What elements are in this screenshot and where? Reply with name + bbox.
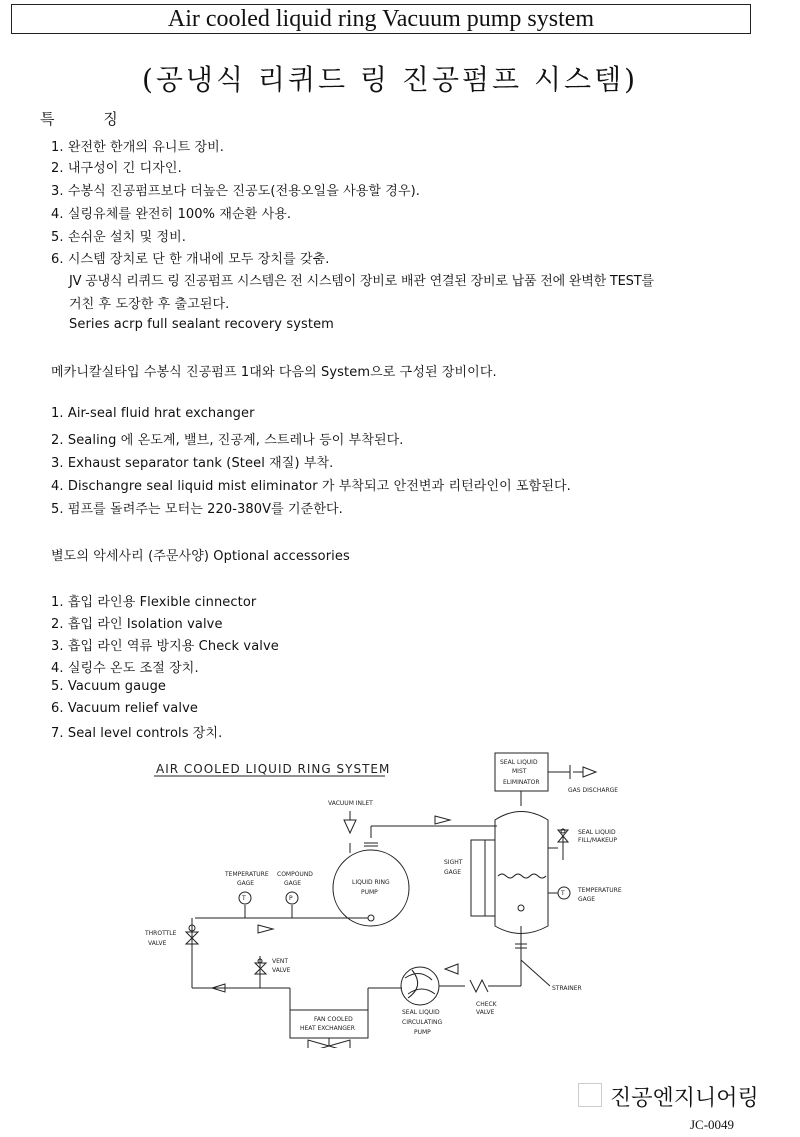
label-mist-eliminator: ELIMINATOR (503, 779, 540, 786)
accessory-item: 4. 실링수 온도 조절 장치. (51, 661, 199, 676)
feature-paragraph-line: JV 공냉식 리퀴드 링 진공펌프 시스템은 전 시스템이 장비로 배관 연결된 장비로 납품 전에 완벽한 TEST를 (69, 274, 654, 289)
gauge-letter-p: P (289, 895, 293, 902)
label-circulating-pump: CIRCULATING (402, 1019, 443, 1026)
label-vent-valve: VENT (272, 958, 289, 965)
sight-gage (471, 840, 485, 916)
composition-intro: 메카니칼실타입 수봉식 진공펌프 1대와 다음의 System으로 구성된 장비이다. (51, 365, 497, 380)
series-line: Series acrp full sealant recovery system (69, 317, 334, 332)
accessory-item: 5. Vacuum gauge (51, 679, 167, 694)
gauge-letter-t: T (561, 890, 565, 897)
label-heat-exchanger: HEAT EXCHANGER (300, 1025, 355, 1032)
features-heading: 특 징 (40, 110, 140, 128)
label-compound-gage: COMPOUND (277, 871, 313, 878)
feature-item: 1. 완전한 한개의 유니트 장비. (51, 140, 225, 155)
composition-item: 1. Air-seal fluid hrat exchanger (51, 406, 255, 421)
label-gas-discharge: GAS DISCHARGE (568, 787, 619, 794)
label-circulating-pump: PUMP (414, 1029, 431, 1036)
company-logo (578, 1083, 602, 1107)
gauge-letter-t: T (242, 895, 246, 902)
label-heat-exchanger: FAN COOLED (314, 1016, 353, 1023)
label-temperature-gage-right: TEMPERATURE (578, 887, 622, 894)
label-circulating-pump: SEAL LIQUID (402, 1009, 440, 1016)
label-seal-fill: FILL/MAKEUP (578, 837, 617, 844)
accessory-item: 7. Seal level controls 장치. (51, 726, 223, 741)
accessory-item: 1. 흡입 라인용 Flexible cinnector (51, 595, 257, 610)
label-compound-gage: GAGE (284, 880, 302, 887)
label-sight-gage: GAGE (444, 869, 462, 876)
label-liquid-ring-pump: PUMP (361, 889, 378, 896)
label-temperature-gage: GAGE (237, 880, 255, 887)
label-sight-gage: SIGHT (444, 859, 463, 866)
document-subtitle: (공냉식 리퀴드 링 진공펌프 시스템) (141, 63, 639, 96)
label-vent-valve: VALVE (272, 967, 291, 974)
label-liquid-ring-pump: LIQUID RING (352, 879, 390, 886)
label-vacuum-inlet: VACUUM INLET (328, 800, 373, 807)
document-title: Air cooled liquid ring Vacuum pump system (11, 4, 751, 34)
composition-item: 4. Dischangre seal liquid mist eliminator 가 부착되고 안전변과 리턴라인이 포함된다. (51, 479, 571, 494)
label-seal-fill: SEAL LIQUID (578, 829, 616, 836)
accessory-item: 2. 흡입 라인 Isolation valve (51, 617, 223, 632)
system-schematic-diagram (140, 748, 640, 1048)
label-check-valve: VALVE (476, 1009, 495, 1016)
document-code: JC-0049 (690, 1117, 735, 1132)
label-throttle-valve: VALVE (148, 940, 167, 947)
diagram-title: AIR COOLED LIQUID RING SYSTEM (156, 762, 391, 776)
accessory-item: 6. Vacuum relief valve (51, 701, 198, 716)
composition-item: 2. Sealing 에 온도계, 밸브, 진공계, 스트레나 등이 부착된다. (51, 433, 404, 448)
heat-exchanger (290, 1010, 368, 1038)
circulating-pump (401, 967, 439, 1005)
composition-item: 5. 펌프를 돌려주는 모터는 220-380V를 기준한다. (51, 502, 343, 517)
label-mist-eliminator: SEAL LIQUID (500, 759, 538, 766)
composition-item: 3. Exhaust separator tank (Steel 재질) 부착. (51, 456, 334, 471)
accessories-intro: 별도의 악세사리 (주문사양) Optional accessories (51, 549, 350, 564)
feature-item: 2. 내구성이 긴 디자인. (51, 161, 182, 176)
label-strainer: STRAINER (552, 985, 582, 992)
label-mist-eliminator: MIST (512, 768, 527, 775)
company-name: 진공엔지니어링 (610, 1086, 759, 1111)
label-temperature-gage-right: GAGE (578, 896, 596, 903)
feature-item: 6. 시스템 장치로 단 한 개내에 모두 장치를 갖춤. (51, 252, 330, 267)
accessory-item: 3. 흡입 라인 역류 방지용 Check valve (51, 639, 279, 654)
label-throttle-valve: THROTTLE (145, 930, 177, 937)
feature-paragraph-line: 거친 후 도장한 후 출고된다. (69, 297, 230, 312)
feature-item: 5. 손쉬운 설치 및 정비. (51, 230, 187, 245)
separator-tank (495, 812, 548, 934)
label-temperature-gage: TEMPERATURE (225, 871, 269, 878)
feature-item: 4. 실링유체를 완전히 100% 재순환 사용. (51, 207, 292, 222)
label-check-valve: CHECK (476, 1001, 497, 1008)
feature-item: 3. 수봉식 진공펌프보다 더높은 진공도(전용오일을 사용할 경우). (51, 184, 421, 199)
